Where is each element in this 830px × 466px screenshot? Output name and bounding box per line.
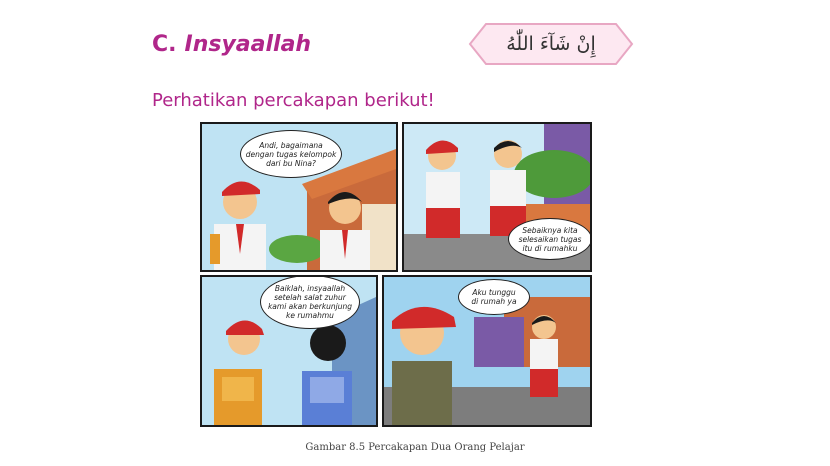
section-heading [152,32,311,57]
figure-caption: Gambar 8.5 Percakapan Dua Orang Pelajar [305,442,525,453]
comic-panel-4 [382,275,592,427]
speech-bubble-4: Aku tunggu di rumah ya [458,279,530,315]
comic-panel-3 [200,275,378,427]
speech-bubble-1: Andi, bagaimana dengan tugas kelompok dari bu Nina? [240,130,342,178]
speech-bubble-2: Sebaiknya kita selesaikan tugas itu di rumahku [508,218,592,260]
speech-bubble-3: Baiklah, insyaallah setelah salat zuhur kami akan berkunjung ke rumahmu [260,275,360,329]
section-title: Insyaallah [184,32,312,57]
arabic-badge [468,22,634,66]
comic-panel-2 [402,122,592,272]
section-letter: C. [152,32,177,57]
comic-panel-1 [200,122,398,272]
arabic-text: إِنْ شَآءَ اللّٰهُ [506,33,596,55]
instruction-text: Perhatikan percakapan berikut! [152,90,435,111]
